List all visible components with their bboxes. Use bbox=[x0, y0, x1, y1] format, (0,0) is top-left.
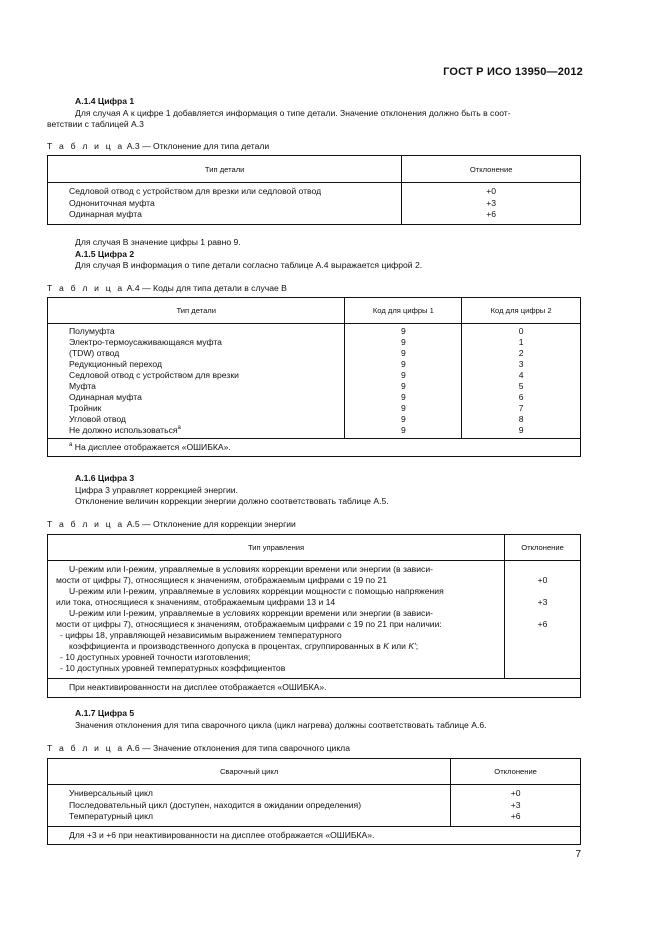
section-a17-text: Значения отклонения для типа сварочного цикла (цикл нагрева) должны соответствовать таблице А.6. bbox=[75, 720, 487, 730]
table-a4-title: А.4 — Коды для типа детали в случае В bbox=[124, 283, 287, 293]
footnote-mark: a bbox=[177, 425, 181, 431]
table-a4-code1: 9 bbox=[400, 425, 406, 435]
footnote-mark: a bbox=[69, 442, 73, 448]
table-a5-text: мости от цифры 7), относящиеся к значениям, отображаемым цифрами с 19 по 21 bbox=[56, 575, 387, 585]
table-a4-header-code1: Код для цифры 1 bbox=[345, 298, 462, 324]
table-a5-footer: При неактивированности на дисплее отображается «ОШИБКА». bbox=[48, 679, 581, 698]
table-a4-row-label: Редукционный переход bbox=[69, 359, 162, 369]
table-a4-label: Т а б л и ц а bbox=[47, 283, 125, 293]
table-a5-text: U-режим или I-режим, управляемые в условиях коррекции мощности с помощью напряжения bbox=[69, 586, 444, 596]
table-a5-text: U-режим или I-режим, управляемые в условиях коррекции времени или энергии (в зависи- bbox=[69, 564, 434, 574]
table-a5-text: или тока, относящиеся к значениям, отображаемым цифрами 13 и 14 bbox=[56, 597, 336, 607]
table-a3-title: А.3 — Отклонение для типа детали bbox=[124, 141, 270, 151]
section-a14-text-line2: ветствии с таблицей А.3 bbox=[47, 119, 144, 129]
document-code: ГОСТ Р ИСО 13950—2012 bbox=[443, 66, 583, 78]
section-a15-text: Для случая В информация о типе детали согласно таблице А.4 выражается цифрой 2. bbox=[75, 260, 423, 270]
table-a4-code2: 4 bbox=[518, 370, 524, 380]
table-a3-header-deviation: Отклонение bbox=[402, 156, 581, 183]
table-a6-caption bbox=[47, 743, 350, 753]
table-a6-title: А.6 — Значение отклонения для типа сварочного цикла bbox=[124, 743, 350, 753]
table-a5-text: U-режим или I-режим, управляемые в условиях коррекции времени или энергии (в зависи- bbox=[69, 608, 434, 618]
table-a4-row-label: Не должно использоваться bbox=[69, 425, 178, 435]
table-a6-row-label: Последовательный цикл (доступен, находится в ожидании определения) bbox=[69, 799, 362, 810]
table-a3-row-label: Седловой отвод с устройством для врезки или седловой отвод bbox=[69, 186, 322, 196]
table-a3-row-value: +3 bbox=[486, 197, 497, 208]
table-a4-code1: 9 bbox=[400, 392, 406, 402]
table-a3-row-value: +0 bbox=[486, 186, 497, 196]
table-a4-row-label: Седловой отвод с устройством для врезки bbox=[69, 370, 239, 380]
section-a14-text-line1: Для случая А к цифре 1 добавляется информация о типе детали. Значение отклонения должно быть в соот- bbox=[75, 108, 511, 118]
table-a3-label: Т а б л и ц а bbox=[47, 141, 125, 151]
table-a3-row-label: Однониточная муфта bbox=[69, 197, 155, 208]
table-a4-code1: 9 bbox=[400, 348, 406, 358]
table-a5-text: - 10 доступных уровней температурных коэффициентов bbox=[60, 663, 286, 673]
table-a3-caption bbox=[47, 141, 269, 151]
table-a5-text-part: или bbox=[388, 641, 409, 651]
table-a5-text: - цифры 18, управляющей независимым выражением температурного bbox=[60, 630, 342, 640]
table-a4-code1: 9 bbox=[400, 370, 406, 380]
table-a4-code2: 1 bbox=[518, 337, 524, 347]
table-a4-code2: 7 bbox=[518, 403, 524, 413]
case-b-text: Для случая В значение цифры 1 равно 9. bbox=[75, 237, 241, 247]
table-a5-text-part: ; bbox=[415, 641, 419, 651]
section-a16-text-line2: Отклонение величин коррекции энергии должно соответствовать таблице А.5. bbox=[75, 496, 389, 506]
table-a6-label: Т а б л и ц а bbox=[47, 743, 125, 753]
table-a4-row-label: Угловой отвод bbox=[69, 414, 126, 424]
table-a4-header-part-type: Тип детали bbox=[48, 298, 345, 324]
table-a6-header-deviation: Отклонение bbox=[451, 759, 581, 785]
table-a4 bbox=[47, 297, 581, 457]
table-a4-row-label-with-footnote bbox=[69, 425, 344, 436]
table-a4-code1: 9 bbox=[400, 381, 406, 391]
table-a5-header-deviation: Отклонение bbox=[505, 535, 581, 561]
table-a4-code2: 8 bbox=[518, 414, 524, 424]
table-a5-text: мости от цифры 7), относящиеся к значениям, отображаемым цифрами с 19 по 21 при наличии: bbox=[56, 619, 442, 629]
table-a6-row-label: Универсальный цикл bbox=[69, 788, 153, 798]
table-a6-footer: Для +3 и +6 при неактивированности на дисплее отображается «ОШИБКА». bbox=[48, 826, 581, 844]
table-a4-code2: 5 bbox=[518, 381, 524, 391]
section-title-a16: А.1.6 Цифра 3 bbox=[75, 473, 135, 483]
table-a3 bbox=[47, 155, 581, 225]
table-a6-row-label: Температурный цикл bbox=[69, 811, 153, 821]
table-a4-code2: 2 bbox=[518, 348, 524, 358]
table-a6-header-welding-cycle: Сварочный цикл bbox=[48, 759, 451, 785]
table-a4-row-label: Полумуфта bbox=[69, 326, 115, 336]
table-a5-value: +0 bbox=[537, 575, 548, 585]
table-a4-row-label: Тройник bbox=[69, 403, 102, 413]
table-a4-code1: 9 bbox=[400, 326, 406, 336]
table-a5-title: А.5 — Отклонение для коррекции энергии bbox=[124, 519, 296, 529]
table-a5-value: +3 bbox=[537, 597, 548, 607]
table-a4-code1: 9 bbox=[400, 403, 406, 413]
table-a4-code1: 9 bbox=[400, 337, 406, 347]
table-a5-header-control-type: Тип управления bbox=[48, 535, 505, 561]
table-a3-row-value: +6 bbox=[486, 209, 497, 219]
section-title-a15: А.1.5 Цифра 2 bbox=[75, 249, 135, 259]
table-a5-text bbox=[56, 641, 500, 652]
table-a3-header-part-type: Тип детали bbox=[48, 156, 402, 183]
table-a6-row-value: +0 bbox=[510, 788, 521, 798]
table-a4-code2: 3 bbox=[518, 359, 524, 369]
table-a6-row-value: +3 bbox=[510, 799, 521, 810]
section-title-a14: А.1.4 Цифра 1 bbox=[75, 96, 135, 106]
table-a4-row-label: Муфта bbox=[69, 381, 96, 391]
table-a4-code2: 6 bbox=[518, 392, 524, 402]
table-a4-row-label: Электро-термоусаживающаяся муфта bbox=[69, 337, 222, 347]
section-title-a17: А.1.7 Цифра 5 bbox=[75, 708, 135, 718]
table-a5-label: Т а б л и ц а bbox=[47, 519, 125, 529]
table-a5 bbox=[47, 534, 581, 698]
table-a5-k-symbol: K bbox=[383, 641, 389, 651]
table-a3-row-label: Одинарная муфта bbox=[69, 209, 142, 219]
page-number: 7 bbox=[575, 849, 581, 860]
table-a4-caption bbox=[47, 283, 287, 293]
table-a5-text: - 10 доступных уровней точности изготовления; bbox=[60, 652, 251, 662]
table-a6-row-value: +6 bbox=[510, 811, 521, 821]
table-a4-code2: 9 bbox=[518, 425, 524, 435]
section-a16-text-line1: Цифра 3 управляет коррекцией энергии. bbox=[75, 485, 238, 495]
table-a4-header-code2: Код для цифры 2 bbox=[462, 298, 581, 324]
table-a5-caption bbox=[47, 519, 296, 529]
table-a4-footnote bbox=[69, 442, 231, 452]
table-a5-k-prime-symbol: K' bbox=[408, 641, 416, 651]
table-a5-value: +6 bbox=[537, 619, 548, 629]
table-a4-code1: 9 bbox=[400, 414, 406, 424]
table-a4-code2: 0 bbox=[518, 326, 524, 336]
table-a5-text-part: коэффициента и производственного допуска в процентах, сгруппированных в bbox=[69, 641, 384, 651]
table-a6 bbox=[47, 758, 581, 845]
table-a4-row-label: (TDW) отвод bbox=[69, 348, 120, 358]
table-a4-code1: 9 bbox=[400, 359, 406, 369]
table-a4-row-label: Одинарная муфта bbox=[69, 392, 142, 402]
footnote-text: На дисплее отображается «ОШИБКА». bbox=[72, 442, 231, 452]
